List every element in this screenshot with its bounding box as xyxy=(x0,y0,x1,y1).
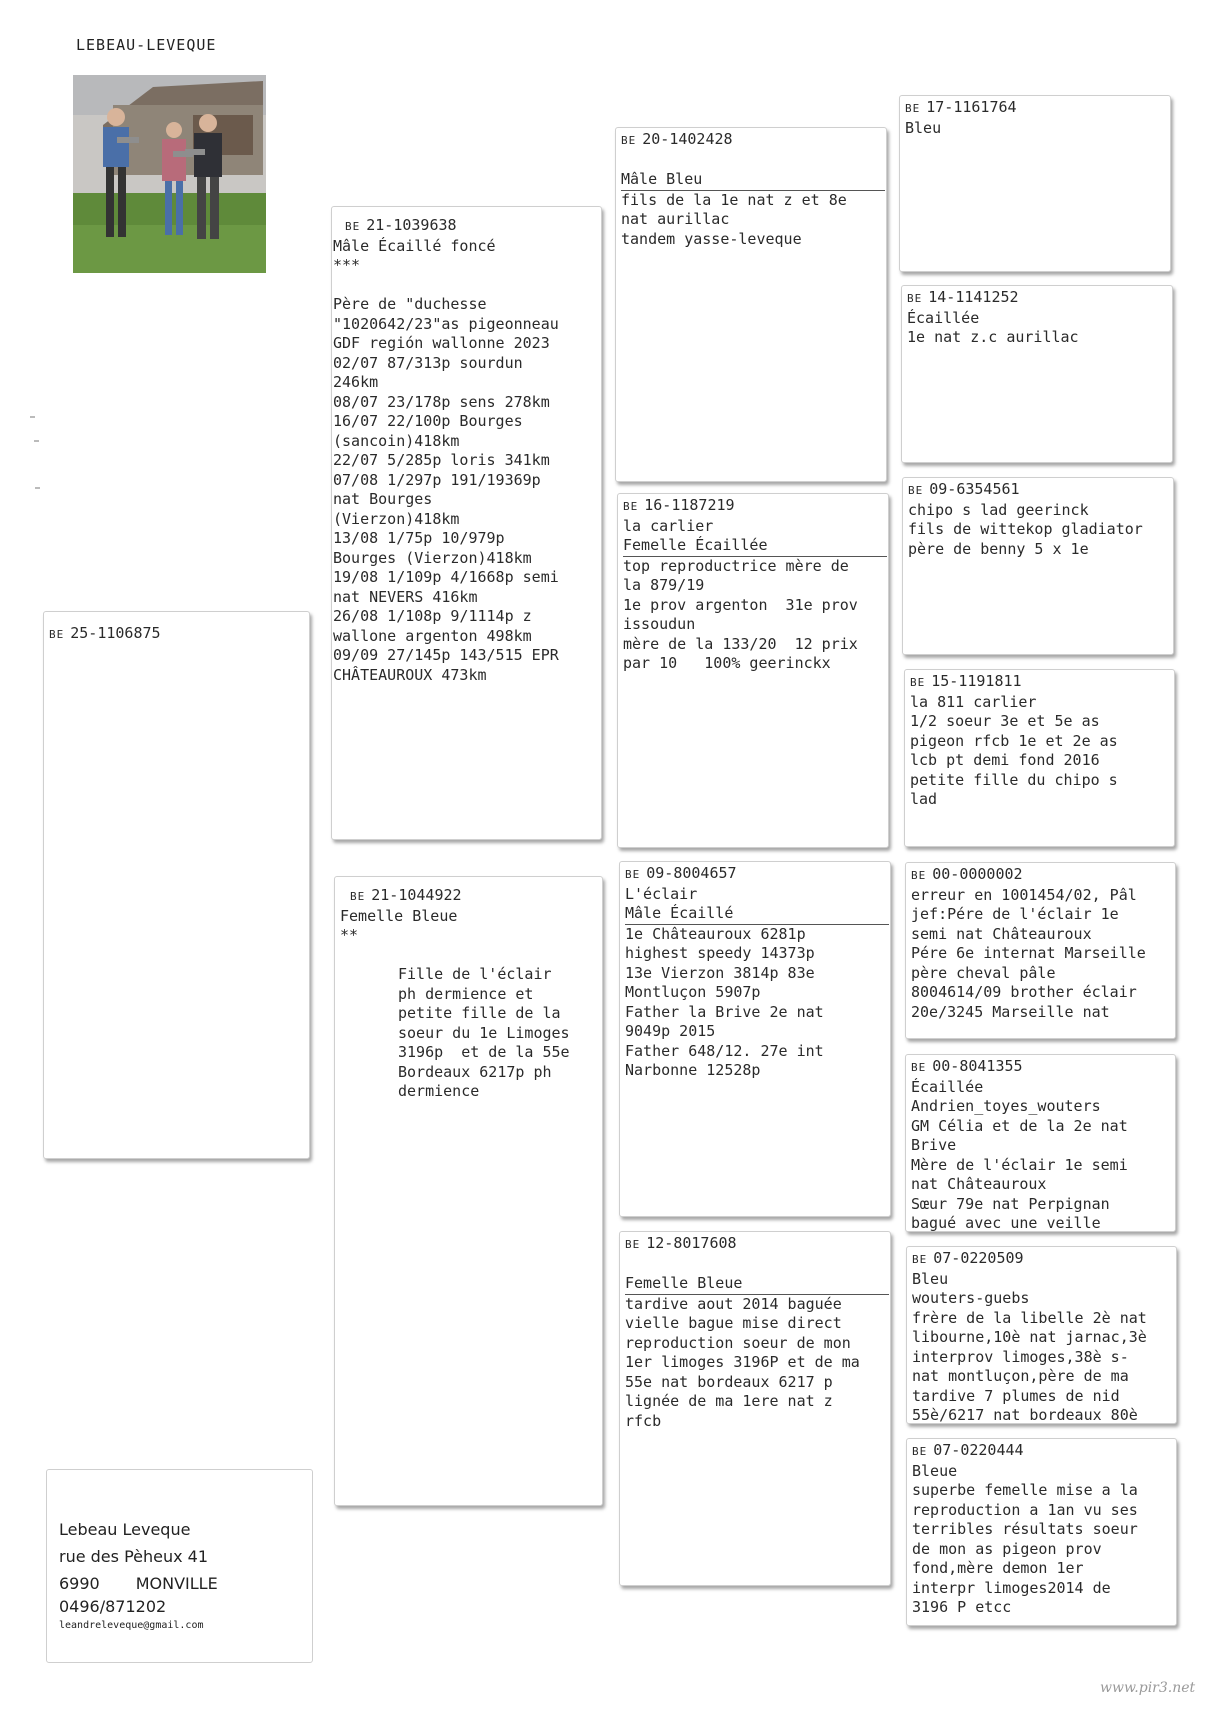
card-line: lignée de ma 1ere nat z xyxy=(625,1392,833,1410)
country-code: BE xyxy=(625,1238,641,1251)
breeder-contact xyxy=(46,1469,313,1663)
card-line: Father la Brive 2e nat xyxy=(625,1002,824,1021)
card-line: 16/07 22/100p Bourges xyxy=(333,412,523,430)
country-code: BE xyxy=(908,484,924,497)
ring-number: 12-8017608 xyxy=(646,1234,737,1252)
pedigree-card-main xyxy=(43,611,310,1159)
card-line: Père de "duchesse xyxy=(333,295,487,313)
card-line: wouters-guebs xyxy=(912,1289,1030,1307)
card-line: 22/07 5/285p loris 341km xyxy=(333,451,550,469)
ring-number: 20-1402428 xyxy=(642,130,733,148)
card-notes xyxy=(333,237,596,686)
breeder-name: Lebeau Leveque xyxy=(59,1520,191,1539)
card-line: issoudun xyxy=(623,615,696,633)
country-code: BE xyxy=(912,1253,928,1266)
owners-photo xyxy=(73,75,266,273)
card-line: 3196 P etcc xyxy=(912,1598,1012,1616)
card-line: Bleue xyxy=(912,1461,958,1480)
scan-mark xyxy=(35,487,40,489)
card-line: interpr limoges2014 de xyxy=(912,1578,1111,1597)
card-line: terribles résultats soeur xyxy=(912,1520,1138,1538)
card-line: père de benny 5 x 1e xyxy=(908,539,1089,558)
country-code: BE xyxy=(905,102,921,115)
card-line: 09/09 27/145p 143/515 EPR xyxy=(333,646,559,664)
pedigree-card-sire xyxy=(331,206,602,840)
card-line: ph dermience et xyxy=(398,984,534,1003)
pedigree-card-ggp-4 xyxy=(904,669,1175,847)
pedigree-card-gp-2 xyxy=(617,493,889,848)
card-line: superbe femelle mise a la xyxy=(912,1481,1138,1499)
breeder-email[interactable]: leandreleveque@gmail.com xyxy=(59,1620,204,1631)
card-line: libourne,10è nat jarnac,3è xyxy=(912,1328,1147,1346)
card-line: "1020642/23"as pigeonneau xyxy=(333,314,559,333)
breeder-street: rue des Pèheux 41 xyxy=(59,1547,209,1566)
pedigree-card-gp-4 xyxy=(619,1231,891,1586)
card-line: dermience xyxy=(398,1082,480,1100)
card-line: tardive 7 plumes de nid xyxy=(912,1386,1120,1405)
card-line xyxy=(340,946,597,966)
card-line: semi nat Châteauroux xyxy=(911,924,1092,943)
card-line: Mâle Écaillé xyxy=(625,904,889,925)
card-line: Bourges (Vierzon)418km xyxy=(333,548,532,567)
card-line: tardive aout 2014 baguée xyxy=(625,1294,842,1313)
card-line: 13e Vierzon 3814p 83e xyxy=(625,963,815,982)
country-code: BE xyxy=(625,868,641,881)
page-title: LEBEAU-LEVEQUE xyxy=(76,36,217,54)
card-line: mère de la 133/20 12 prix xyxy=(623,634,858,653)
card-line: Fille de l'éclair xyxy=(398,965,552,983)
ring-number: 21-1044922 xyxy=(371,886,462,904)
card-line: Écaillée xyxy=(907,308,980,327)
card-line: soeur du 1e Limoges xyxy=(398,1023,570,1042)
card-line: GM Célia et de la 2e nat xyxy=(911,1116,1128,1135)
breeder-postcode: 6990 xyxy=(59,1574,100,1593)
card-line: Femelle Bleue xyxy=(340,906,458,925)
pedigree-card-dam xyxy=(334,876,603,1506)
card-line: erreur en 1001454/02, Pâl xyxy=(911,885,1137,904)
ring-number: 14-1141252 xyxy=(928,288,1019,306)
card-line: la 879/19 xyxy=(623,576,705,594)
card-line: Bleu xyxy=(905,118,942,137)
ring-number: 00-8041355 xyxy=(932,1057,1023,1075)
ring-number: 07-0220444 xyxy=(933,1441,1024,1459)
ring-number: 09-8004657 xyxy=(646,864,737,882)
card-line: Mâle Écaillé foncé xyxy=(333,236,496,255)
country-code: BE xyxy=(907,292,923,305)
card-line: ** xyxy=(340,926,359,944)
card-line: fils de la 1e nat z et 8e xyxy=(621,190,847,209)
card-line: nat Châteauroux xyxy=(911,1175,1047,1193)
card-line: nat montluçon,père de ma xyxy=(912,1367,1129,1385)
ring-number: 17-1161764 xyxy=(926,98,1017,116)
card-line: petite fille du chipo s xyxy=(910,770,1118,789)
card-line: *** xyxy=(333,256,361,274)
card-line: 1er limoges 3196P et de ma xyxy=(625,1353,860,1371)
country-code: BE xyxy=(910,676,926,689)
pedigree-card-ggp-6 xyxy=(905,1054,1176,1232)
card-line: 1e prov argenton 31e prov xyxy=(623,595,858,614)
pedigree-card-ggp-3 xyxy=(902,477,1174,655)
card-line: Femelle Bleue xyxy=(625,1274,889,1295)
card-line xyxy=(333,276,596,296)
card-line: 26/08 1/108p 9/1114p z xyxy=(333,607,532,625)
card-line: Andrien_toyes_wouters xyxy=(911,1097,1101,1115)
card-line: par 10 100% geerinckx xyxy=(623,654,831,672)
card-line xyxy=(625,1255,885,1275)
card-line: Écaillée xyxy=(911,1077,984,1096)
card-line: tandem yasse-leveque xyxy=(621,229,802,248)
card-line: GDF región wallonne 2023 xyxy=(333,334,550,352)
card-line: Bleu xyxy=(912,1269,949,1288)
ring-number: 25-1106875 xyxy=(70,624,161,642)
card-line: Femelle Écaillée xyxy=(623,536,887,557)
breeder-city: MONVILLE xyxy=(135,1574,218,1593)
scan-mark xyxy=(34,440,39,442)
country-code: BE xyxy=(345,220,361,233)
card-line: rfcb xyxy=(625,1411,662,1430)
card-line: 246km xyxy=(333,373,379,391)
ring-number: 07-0220509 xyxy=(933,1249,1024,1267)
card-line: 19/08 1/109p 4/1668p semi xyxy=(333,568,559,586)
country-code: BE xyxy=(911,1061,927,1074)
card-line: Father 648/12. 27e int xyxy=(625,1041,824,1060)
country-code: BE xyxy=(912,1445,928,1458)
card-line: L'éclair xyxy=(625,884,698,903)
ring-number: 16-1187219 xyxy=(644,496,735,514)
scan-mark xyxy=(30,416,35,418)
card-line: Pére 6e internat Marseille xyxy=(911,944,1146,962)
pedigree-card-gp-1 xyxy=(615,127,887,482)
card-line: (Vierzon)418km xyxy=(333,509,460,528)
card-notes-indented xyxy=(340,965,597,1102)
card-line: lcb pt demi fond 2016 xyxy=(910,751,1100,769)
card-line: 3196p et de la 55e xyxy=(398,1043,570,1061)
card-line: Sœur 79e nat Perpignan xyxy=(911,1194,1110,1213)
country-code: BE xyxy=(621,134,637,147)
card-line: nat Bourges xyxy=(333,490,433,508)
country-code: BE xyxy=(623,500,639,513)
ring-number: 00-0000002 xyxy=(932,865,1023,883)
card-notes xyxy=(340,907,597,966)
pedigree-card-ggp-7 xyxy=(906,1246,1177,1424)
card-line: interprov limoges,38è s- xyxy=(912,1347,1129,1366)
card-line: 1/2 soeur 3e et 5e as xyxy=(910,712,1100,730)
ring-number: 15-1191811 xyxy=(931,672,1022,690)
watermark: www.pir3.net xyxy=(1100,1680,1196,1696)
card-line: fils de wittekop gladiator xyxy=(908,520,1143,538)
country-code: BE xyxy=(350,890,366,903)
ring-number: 21-1039638 xyxy=(366,216,457,234)
card-line: 55e nat bordeaux 6217 p xyxy=(625,1372,833,1391)
card-line: 02/07 87/313p sourdun xyxy=(333,353,523,372)
card-line: chipo s lad geerinck xyxy=(908,500,1089,519)
card-line: Montluçon 5907p xyxy=(625,983,761,1001)
card-line: highest speedy 14373p xyxy=(625,944,815,962)
card-line: 20e/3245 Marseille nat xyxy=(911,1002,1110,1021)
card-line: Bordeaux 6217p ph xyxy=(398,1062,552,1081)
breeder-phone: 0496/871202 xyxy=(59,1597,167,1616)
card-line: 1e nat z.c aurillac xyxy=(907,328,1079,346)
card-line: jef:Pére de l'éclair 1e xyxy=(911,905,1119,923)
card-line: la carlier xyxy=(623,516,714,535)
pedigree-card-ggp-5 xyxy=(905,862,1176,1039)
card-line: top reproductrice mère de xyxy=(623,556,849,575)
card-line: reproduction a 1an vu ses xyxy=(912,1500,1138,1519)
card-line: 9049p 2015 xyxy=(625,1022,716,1040)
card-line: nat NEVERS 416km xyxy=(333,587,478,606)
card-line: CHÂTEAUROUX 473km xyxy=(333,665,487,684)
card-line: Mâle Bleu xyxy=(621,170,885,191)
ring-number: 09-6354561 xyxy=(929,480,1020,498)
card-line: bagué avec une veille xyxy=(911,1214,1101,1232)
card-line: la 811 carlier xyxy=(910,692,1037,711)
card-line: 55è/6217 nat bordeaux 80è xyxy=(912,1406,1138,1424)
card-line: 1e Châteauroux 6281p xyxy=(625,924,806,943)
card-line: 8004614/09 brother éclair xyxy=(911,983,1137,1001)
card-line: petite fille de la xyxy=(398,1004,561,1022)
card-line: (sancoin)418km xyxy=(333,431,460,450)
pedigree-card-ggp-8 xyxy=(906,1438,1177,1626)
card-line: frère de la libelle 2è nat xyxy=(912,1308,1147,1327)
card-line: pigeon rfcb 1e et 2e as xyxy=(910,731,1118,750)
card-line: wallone argenton 498km xyxy=(333,626,532,645)
card-line: Mère de l'éclair 1e semi xyxy=(911,1155,1128,1174)
card-line: 13/08 1/75p 10/979p xyxy=(333,529,505,547)
country-code: BE xyxy=(911,869,927,882)
card-line: Brive xyxy=(911,1136,957,1154)
card-line: 08/07 23/178p sens 278km xyxy=(333,392,550,411)
card-line: père cheval pâle xyxy=(911,963,1056,982)
pedigree-card-ggp-2 xyxy=(901,285,1173,463)
card-line: 07/08 1/297p 191/19369p xyxy=(333,470,541,489)
card-line: vielle bague mise direct xyxy=(625,1314,842,1332)
card-line: reproduction soeur de mon xyxy=(625,1333,851,1352)
card-line: fond,mère demon 1er xyxy=(912,1559,1084,1577)
card-line: Narbonne 12528p xyxy=(625,1061,761,1079)
card-line xyxy=(621,151,881,171)
pedigree-card-ggp-1 xyxy=(899,95,1171,272)
card-line: nat aurillac xyxy=(621,210,730,228)
country-code: BE xyxy=(49,628,65,641)
card-line: de mon as pigeon prov xyxy=(912,1539,1102,1558)
pedigree-card-gp-3 xyxy=(619,861,891,1217)
card-line: lad xyxy=(910,790,938,808)
